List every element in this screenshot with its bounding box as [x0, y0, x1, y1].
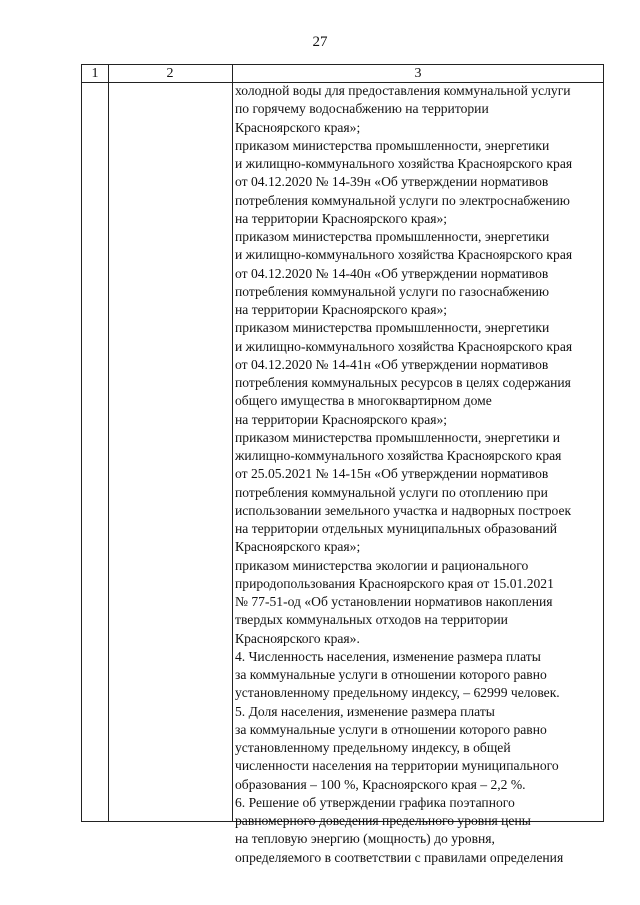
text-line: установленному предельному индексу, в общей	[235, 740, 511, 755]
text-line: потребления коммунальной услуги по отоплению при	[235, 484, 548, 500]
text-line: потребления коммунальной услуги по газоснабжению	[235, 283, 550, 299]
text-line: твердых коммунальных отходов на территории	[235, 612, 508, 628]
text-line: потребления коммунальной услуги по электроснабжению	[235, 192, 570, 208]
text-line: равномерного доведения предельного уровня цены	[235, 813, 531, 828]
page-number: 27	[312, 34, 328, 50]
column-divider-2	[232, 65, 233, 821]
text-line: приказом министерства экологии и рационального	[235, 557, 529, 573]
text-line: Красноярского края».	[235, 630, 360, 646]
text-line: жилищно-коммунального хозяйства Красноярского края	[235, 448, 562, 463]
text-line: установленному предельному индексу, – 62999 человек.	[235, 685, 560, 701]
column-header-2: 2	[166, 66, 174, 81]
text-line: и жилищно-коммунального хозяйства Красноярского края	[235, 156, 573, 171]
text-line: численности населения на территории муниципального	[235, 758, 559, 774]
text-line: на территории Красноярского края»;	[235, 411, 448, 427]
column-header-3: 3	[414, 66, 422, 81]
text-line: приказом министерства промышленности, энергетики	[235, 229, 550, 244]
text-line: и жилищно-коммунального хозяйства Красноярского края	[235, 247, 573, 263]
text-line: холодной воды для предоставления коммунальной услуги	[235, 83, 571, 98]
text-line: на территории Красноярского края»;	[235, 210, 448, 226]
text-line: приказом министерства промышленности, энергетики	[235, 320, 550, 336]
text-line: на территории отдельных муниципальных образований	[235, 521, 558, 536]
text-line: образования – 100 %, Красноярского края – 2,2 %.	[235, 776, 526, 792]
text-line: природопользования Красноярского края от 15.01.2021	[235, 575, 554, 591]
text-line: на тепловую энергию (мощность) до уровня,	[235, 831, 495, 847]
text-line: приказом министерства промышленности, энергетики	[235, 137, 550, 153]
text-line: 4. Численность населения, изменение размера платы	[235, 648, 541, 664]
text-line: использовании земельного участка и надворных построек	[235, 502, 572, 518]
text-line: № 77-51-од «Об установлении нормативов накопления	[235, 594, 553, 609]
text-line: на территории Красноярского края»;	[235, 302, 448, 317]
text-line: от 04.12.2020 № 14-39н «Об утверждении нормативов	[235, 174, 549, 190]
text-line: от 04.12.2020 № 14-40н «Об утверждении нормативов	[235, 265, 549, 281]
text-line: Красноярского края»;	[235, 539, 361, 555]
column-divider-1	[108, 65, 109, 821]
text-line: потребления коммунальных ресурсов в целях содержания	[235, 375, 571, 390]
column-3-text	[235, 82, 603, 867]
text-line: приказом министерства промышленности, энергетики и	[235, 429, 560, 445]
text-line: 5. Доля населения, изменение размера платы	[235, 703, 495, 719]
text-line: и жилищно-коммунального хозяйства Красноярского края	[235, 338, 573, 354]
document-table	[81, 64, 604, 865]
text-line: за коммунальные услуги в отношении которого равно	[235, 667, 547, 682]
text-line: за коммунальные услуги в отношении которого равно	[235, 721, 547, 737]
text-line: от 25.05.2021 № 14-15н «Об утверждении нормативов	[235, 466, 549, 482]
text-line: 6. Решение об утверждении графика поэтапного	[235, 794, 515, 810]
text-line: по горячему водоснабжению на территории	[235, 101, 489, 117]
text-line: Красноярского края»;	[235, 119, 361, 135]
text-line: общего имущества в многоквартирном доме	[235, 393, 492, 409]
column-header-1: 1	[91, 66, 99, 81]
text-line: от 04.12.2020 № 14-41н «Об утверждении нормативов	[235, 356, 549, 372]
text-line: определяемого в соответствии с правилами определения	[235, 849, 564, 865]
table-header-row	[82, 65, 603, 83]
